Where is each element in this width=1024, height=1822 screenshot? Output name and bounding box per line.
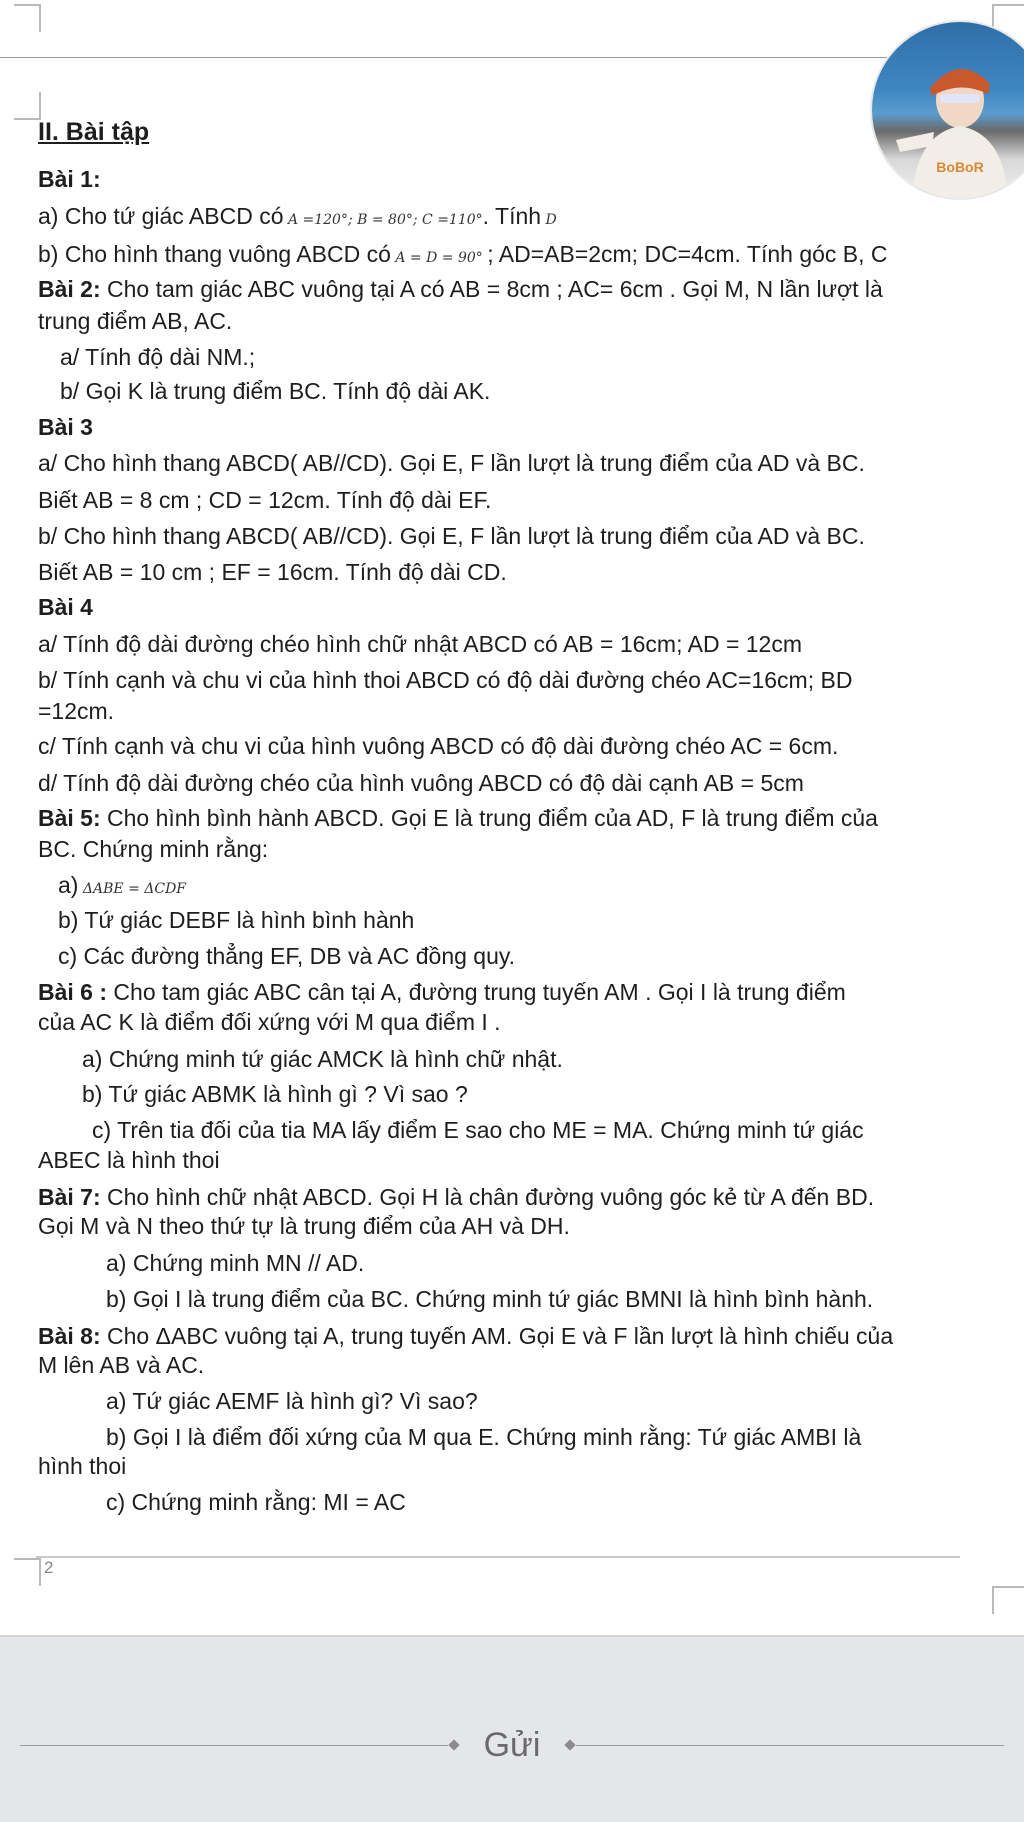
- corner-mark: [14, 1558, 41, 1586]
- document-line: hình thoi: [38, 1453, 127, 1479]
- document-line: Bài 1:: [38, 166, 101, 192]
- line-suffix: ; AD=AB=2cm; DC=4cm. Tính góc B, C: [487, 241, 888, 267]
- corner-mark: [14, 4, 41, 32]
- document-line: a) Cho tứ giác ABCD có A =120°; B = 80°; C =110°. Tính D: [38, 203, 557, 229]
- document-line: a) Tứ giác AEMF là hình gì? Vì sao?: [106, 1388, 478, 1414]
- document-line: [38, 1183, 874, 1212]
- corner-mark: [992, 1586, 1024, 1614]
- document-line: [38, 1322, 893, 1351]
- exercise-label: Bài 7:: [38, 1184, 101, 1210]
- document-line: a/ Tính độ dài đường chéo hình chữ nhật ABCD có AB = 16cm; AD = 12cm: [38, 631, 803, 657]
- document-line: b/ Tính cạnh và chu vi của hình thoi ABCD có độ dài đường chéo AC=16cm; BD: [38, 667, 853, 693]
- document-line: ABEC là hình thoi: [38, 1147, 220, 1173]
- avatar[interactable]: [872, 22, 1024, 198]
- document-line: b/ Gọi K là trung điểm BC. Tính độ dài AK.: [60, 378, 491, 404]
- exercise-label: Bài 2:: [38, 276, 101, 302]
- document-line: Bài 3: [38, 414, 93, 440]
- document-line: Biết AB = 10 cm ; EF = 16cm. Tính độ dài CD.: [38, 559, 507, 585]
- corner-mark: [14, 92, 41, 120]
- section-title: II. Bài tập: [38, 118, 150, 146]
- exercise-text: Cho tam giác ABC cân tại A, đường trung tuyến AM . Gọi I là trung điểm: [107, 979, 846, 1005]
- exercise-text: Cho ΔABC vuông tại A, trung tuyến AM. Gọi E và F lần lượt là hình chiếu của: [100, 1323, 894, 1349]
- document-line: M lên AB và AC.: [38, 1352, 205, 1378]
- document-line: a/ Cho hình thang ABCD( AB//CD). Gọi E, F lần lượt là trung điểm của AD và BC.: [38, 450, 865, 476]
- document-line: a) Chứng minh MN // AD.: [106, 1250, 365, 1276]
- exercise-label: Bài 5:: [38, 805, 101, 831]
- document-line: của AC K là điểm đối xứng với M qua điểm I .: [38, 1009, 501, 1035]
- page-bottom-rule: [36, 1556, 960, 1558]
- document-line: [38, 978, 846, 1007]
- triangle-equality: ΔABE = ΔCDF: [78, 881, 187, 897]
- angle-expression: C =110°: [417, 212, 483, 228]
- document-line: c) Trên tia đối của tia MA lấy điểm E sao cho ME = MA. Chứng minh tứ giác: [92, 1117, 864, 1143]
- document-line: a) ΔABE = ΔCDF: [58, 872, 187, 898]
- document-line: b) Tứ giác DEBF là hình bình hành: [58, 907, 415, 933]
- send-divider-right: [576, 1745, 1004, 1746]
- document-line: b) Gọi I là điểm đối xứng của M qua E. Chứng minh rằng: Tứ giác AMBI là: [106, 1424, 862, 1450]
- document-line: c) Chứng minh rằng: MI = AC: [106, 1489, 406, 1515]
- document-line: b) Gọi I là trung điểm của BC. Chứng minh tứ giác BMNI là hình bình hành.: [106, 1286, 874, 1312]
- document-line: Gọi M và N theo thứ tự là trung điểm của AH và DH.: [38, 1213, 570, 1239]
- angle-expression: A = D = 90°: [390, 250, 488, 266]
- angle-expression: D: [541, 212, 557, 228]
- line-suffix: . Tính: [482, 203, 542, 229]
- angle-expression: B = 80°;: [352, 212, 418, 228]
- document-line: c/ Tính cạnh và chu vi của hình vuông ABCD có độ dài đường chéo AC = 6cm.: [38, 733, 839, 759]
- avatar-badge-text: BoBoR: [936, 159, 984, 175]
- document-line: b) Tứ giác ABMK là hình gì ? Vì sao ?: [82, 1081, 468, 1107]
- document-line: BC. Chứng minh rằng:: [38, 836, 269, 862]
- document-line: a/ Tính độ dài NM.;: [60, 344, 256, 370]
- document-line: Bài 4: [38, 594, 93, 620]
- send-divider-left: [20, 1745, 448, 1746]
- exercise-label: Bài 6 :: [38, 979, 108, 1005]
- document-line: [38, 275, 883, 304]
- document-line: a) Chứng minh tứ giác AMCK là hình chữ nhật.: [82, 1046, 563, 1072]
- document-line: b) Cho hình thang vuông ABCD có A = D = 90° ; AD=AB=2cm; DC=4cm. Tính góc B, C: [38, 241, 888, 267]
- page-number: 2: [44, 1558, 54, 1577]
- document-line: c) Các đường thẳng EF, DB và AC đồng quy.: [58, 943, 516, 969]
- angle-expression: A =120°;: [283, 212, 353, 228]
- send-button[interactable]: Gửi: [483, 1726, 541, 1764]
- avatar-photo: [872, 22, 1024, 198]
- exercise-text: Cho hình bình hành ABCD. Gọi E là trung điểm của AD, F là trung điểm của: [100, 805, 878, 831]
- document-line: =12cm.: [38, 698, 115, 724]
- exercise-text: Cho tam giác ABC vuông tại A có AB = 8cm ; AC= 6cm . Gọi M, N lần lượt là: [100, 276, 883, 302]
- exercise-text: Cho hình chữ nhật ABCD. Gọi H là chân đường vuông góc kẻ từ A đến BD.: [100, 1184, 875, 1210]
- page-top-rule: [0, 57, 1024, 58]
- corner-mark: [992, 4, 1024, 32]
- document-line: trung điểm AB, AC.: [38, 308, 233, 334]
- document-line: Biết AB = 8 cm ; CD = 12cm. Tính độ dài EF.: [38, 487, 492, 513]
- document-line: [38, 804, 878, 833]
- document-line: d/ Tính độ dài đường chéo của hình vuông ABCD có độ dài cạnh AB = 5cm: [38, 770, 804, 796]
- document-line: b/ Cho hình thang ABCD( AB//CD). Gọi E, F lần lượt là trung điểm của AD và BC.: [38, 523, 865, 549]
- exercise-label: Bài 8:: [38, 1323, 101, 1349]
